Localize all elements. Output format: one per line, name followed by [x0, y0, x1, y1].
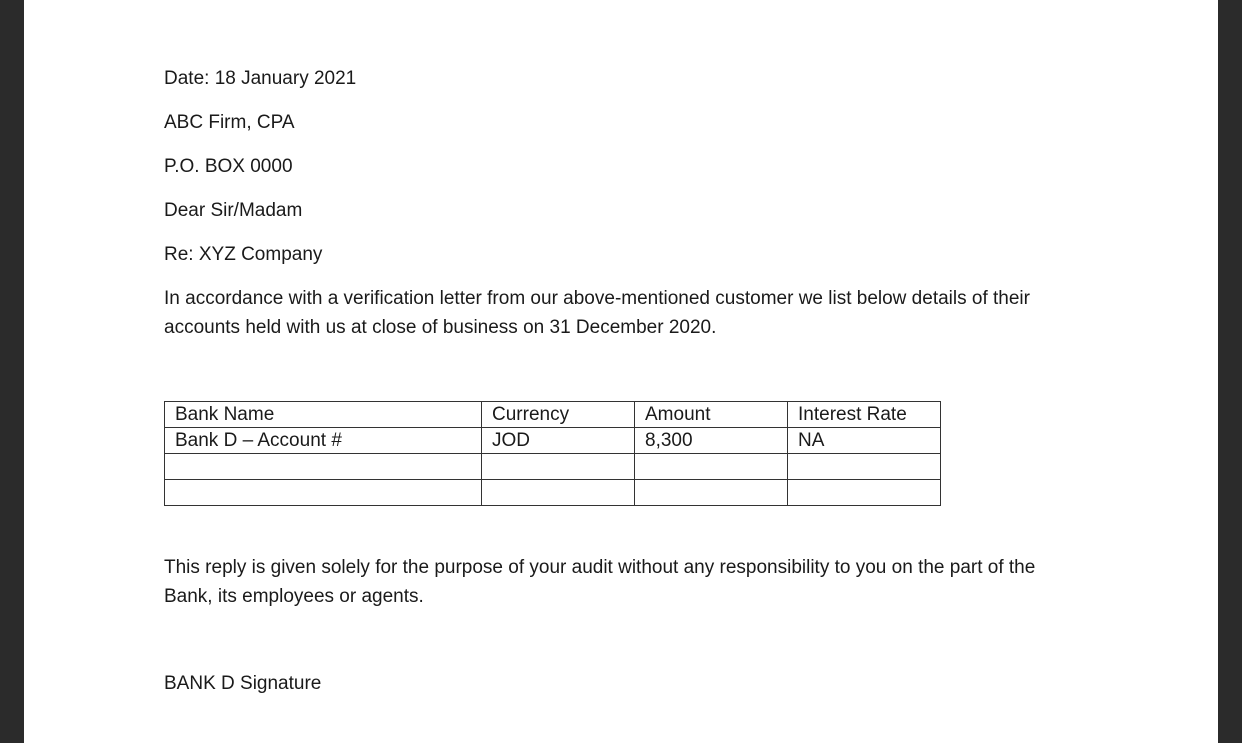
- cell-interest-rate: [788, 454, 941, 480]
- cell-currency: JOD: [482, 428, 635, 454]
- intro-paragraph: In accordance with a verification letter from our above-mentioned customer we list below details of their accounts held with us at close of business on 31 December 2020.: [164, 288, 1030, 338]
- header-interest-rate: Interest Rate: [788, 402, 941, 428]
- cell-bank-name: [165, 480, 482, 506]
- letter-date: Date: 18 January 2021: [164, 68, 357, 89]
- cell-currency: [482, 454, 635, 480]
- disclaimer-paragraph: This reply is given solely for the purpose of your audit without any responsibility to you on the part of the Bank, its employees or agents.: [164, 557, 1036, 607]
- letter-page: [24, 0, 1218, 743]
- signature-line: BANK D Signature: [164, 673, 322, 694]
- table-row: [165, 428, 941, 454]
- header-currency: Currency: [482, 402, 635, 428]
- recipient-name: ABC Firm, CPA: [164, 112, 295, 133]
- subject-line: Re: XYZ Company: [164, 244, 323, 265]
- cell-interest-rate: [788, 480, 941, 506]
- cell-amount: [635, 480, 788, 506]
- header-amount: Amount: [635, 402, 788, 428]
- cell-interest-rate: NA: [788, 428, 941, 454]
- table-row: [165, 480, 941, 506]
- table-row: [165, 454, 941, 480]
- cell-bank-name: [165, 454, 482, 480]
- cell-currency: [482, 480, 635, 506]
- accounts-table: [164, 401, 941, 506]
- recipient-address: P.O. BOX 0000: [164, 156, 293, 177]
- cell-amount: 8,300: [635, 428, 788, 454]
- header-bank-name: Bank Name: [165, 402, 482, 428]
- cell-bank-name: Bank D – Account #: [165, 428, 482, 454]
- table-header-row: [165, 402, 941, 428]
- cell-amount: [635, 454, 788, 480]
- salutation: Dear Sir/Madam: [164, 200, 303, 221]
